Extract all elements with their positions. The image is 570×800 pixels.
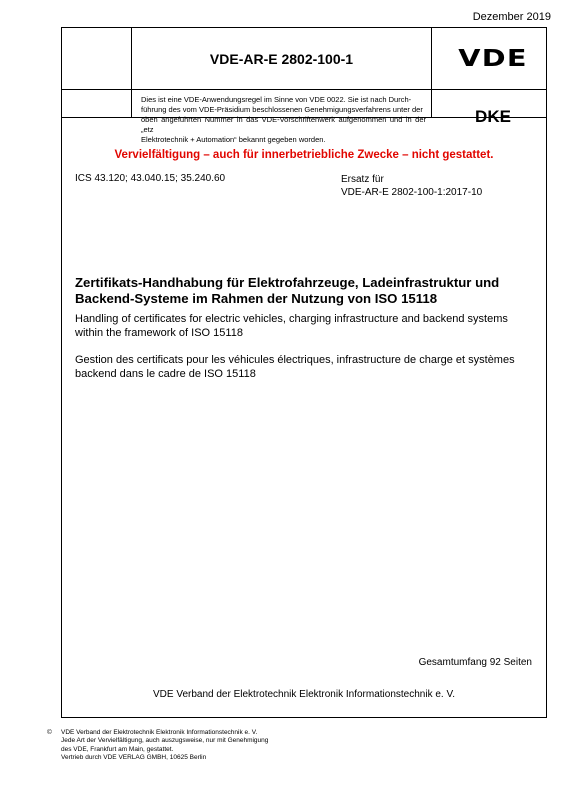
publication-date: Dezember 2019 — [472, 11, 551, 23]
publisher-name: VDE Verband der Elektrotechnik Elektronik Informationstechnik e. V. — [152, 689, 455, 700]
footer-line: des VDE, Frankfurt am Main, gestattet. — [61, 745, 174, 753]
ics-codes: ICS 43.120; 43.040.15; 35.240.60 — [75, 173, 226, 184]
note-line: Dies ist eine VDE-Anwendungsregel im Sinne von VDE 0022. Sie ist nach Durch- — [141, 95, 412, 104]
title-line: backend dans le cadre de ISO 15118 — [75, 368, 256, 380]
copyright-symbol: © — [47, 729, 52, 736]
title-line: within the framework of ISO 15118 — [75, 327, 243, 339]
title-line: Gestion des certificats pour les véhicules électriques, infrastructure de charge et systèmes — [75, 354, 515, 366]
footer-line: Vertrieb durch VDE VERLAG GMBH, 10625 Berlin — [61, 754, 207, 762]
title-german — [75, 275, 526, 307]
dke-label: DKE — [475, 107, 511, 126]
title-french — [75, 353, 534, 381]
total-pages: Gesamtumfang 92 Seiten — [418, 657, 532, 668]
note-line: oben angeführten Nummer in das VDE-Vorschriftenwerk aufgenommen und in der „etz — [141, 115, 426, 134]
reproduction-warning: Vervielfältigung – auch für innerbetriebliche Zwecke – nicht gestattet. — [114, 149, 494, 161]
application-rule-note — [141, 95, 426, 145]
title-page-frame — [61, 27, 547, 718]
footer-line: VDE Verband der Elektrotechnik Elektronik Informationstechnik e. V. — [61, 729, 258, 736]
title-line: Backend-Systeme im Rahmen der Nutzung von ISO 15118 — [75, 291, 438, 306]
note-line: Elektrotechnik + Automation“ bekannt gegeben worden. — [141, 135, 326, 144]
document-number: VDE-AR-E 2802-100-1 — [209, 51, 354, 67]
footer-imprint — [47, 729, 269, 763]
note-line: führung des vom VDE-Präsidium beschlossenen Genehmigungsverfahrens unter der — [141, 105, 423, 114]
title-line: Handling of certificates for electric vehicles, charging infrastructure and backend systems — [75, 313, 508, 325]
title-line: Zertifikats-Handhabung für Elektrofahrzeuge, Ladeinfrastruktur und — [75, 275, 500, 290]
title-english — [75, 312, 534, 340]
vde-logo: VDE — [458, 46, 528, 72]
replacement-info — [341, 173, 482, 199]
replacement-value: VDE-AR-E 2802-100-1:2017-10 — [341, 187, 483, 198]
replacement-label: Ersatz für — [341, 174, 384, 185]
footer-line: Jede Art der Vervielfältigung, auch auszugsweise, nur mit Genehmigung — [61, 737, 269, 745]
